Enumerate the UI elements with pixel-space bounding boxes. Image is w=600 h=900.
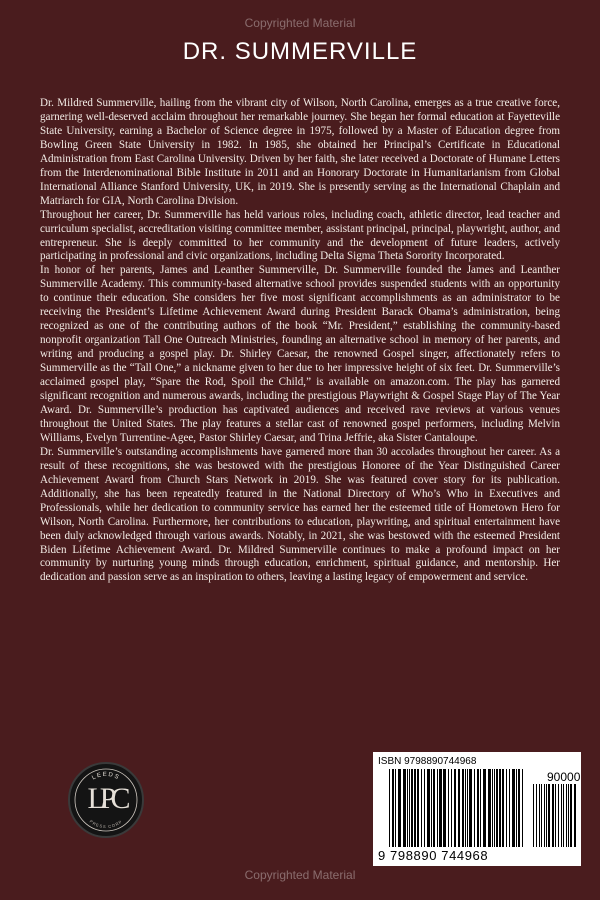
barcode-bar (570, 784, 572, 847)
barcode-bar (398, 769, 401, 847)
barcode-bar (506, 769, 507, 847)
isbn-barcode (373, 752, 581, 866)
barcode-bar (392, 769, 394, 847)
barcode-bar (411, 769, 413, 847)
barcode-bar (499, 769, 501, 847)
barcode-bar (492, 769, 493, 847)
barcode-bar (462, 769, 464, 847)
barcode-bar (454, 769, 456, 847)
barcode-bar (496, 769, 498, 847)
barcode-bar (494, 769, 495, 847)
barcode-bar (480, 769, 481, 847)
barcode-bar (488, 769, 491, 847)
barcode-bar (433, 769, 435, 847)
barcode-bar (395, 769, 396, 847)
barcode-bar (546, 784, 547, 847)
barcode-bar (414, 769, 416, 847)
barcode-bar (555, 784, 556, 847)
barcode-bar (568, 784, 569, 847)
barcode-bar (424, 769, 425, 847)
barcode-bar (467, 769, 468, 847)
barcode-bar (407, 769, 408, 847)
barcode-bar (451, 769, 452, 847)
logo-ring-top-text: LEEDS (91, 771, 121, 782)
barcode-bar (548, 784, 550, 847)
barcode-bar (409, 769, 410, 847)
barcode-bar (483, 769, 486, 847)
barcode-bar (474, 769, 475, 847)
logo-ring-bottom-text: PRESS CORP (88, 818, 124, 830)
barcode-bar (389, 769, 390, 847)
barcode-bar (552, 784, 554, 847)
barcode-bar (439, 769, 442, 847)
page-title: DR. SUMMERVILLE (182, 38, 418, 65)
barcode-bar (448, 769, 449, 847)
barcode-bar (541, 784, 542, 847)
barcode-bar (421, 769, 422, 847)
barcode-bar (427, 769, 430, 847)
barcode-bars (389, 769, 525, 847)
barcode-bar (502, 769, 504, 847)
barcode-bar (437, 769, 438, 847)
barcode-bar (518, 769, 520, 847)
watermark-bottom: Copyrighted Material (244, 868, 356, 882)
logo-monogram: LPC (87, 782, 125, 815)
barcode-bar (574, 784, 576, 847)
watermark-top: Copyrighted Material (244, 16, 356, 30)
barcode-bar (522, 769, 523, 847)
barcode-bar (403, 769, 406, 847)
barcode-bar (417, 769, 419, 847)
barcode-bar (509, 769, 510, 847)
barcode-bar (536, 784, 537, 847)
biography-text (40, 97, 560, 585)
barcode-bar (431, 769, 432, 847)
barcode-bar (539, 784, 540, 847)
barcode-bar (443, 769, 446, 847)
barcode-bar (465, 769, 466, 847)
publisher-logo (68, 762, 144, 838)
isbn-label: ISBN 9798890744968 (378, 756, 477, 767)
paragraph: In honor of her parents, James and Leanther Summerville, Dr. Summerville founded the James and Leanther Summerville Academy. This community-based alternative school provides suspended students with an opportunity to continue their education. She considers her five most significant accomplishments as an administrator to be receiving the President’s Lifetime Achievement Award during President Barack Obama’s administration, being recognized as one of the contributing authors of the book “Mr. President,” establishing the community-based nonprofit organization Tall One Outreach Ministries, founding an alternative school in memory of her parents, and writing and producing a gospel play. Dr. Shirley Caesar, the renowned Gospel singer, affectionately refers to Summerville as the “Tall One,” a nickname given to her due to her impressive height of six feet. Dr. Summerville’s acclaimed gospel play, “Spare the Rod, Spoil the Child,” is available on amazon.com. The play has garnered significant recognition and numerous awards, including the prestigious Playwright & Gospel Stage Play of The Year Award. Dr. Summerville’s production has captivated audiences and received rave reviews at various venues throughout the United States. The play features a stellar cast of renowned gospel performers, including Melvin Williams, Evelyn Turrentine-Agee, Pastor Shirley Caesar, and Trina Jeffrie, aka Sister Cantaloupe. (40, 264, 560, 444)
paragraph: Dr. Mildred Summerville, hailing from the vibrant city of Wilson, North Carolina, emerges as a true creative force, garnering well-deserved acclaim throughout her remarkable journey. She began her formal education at Fayetteville State University, earning a Bachelor of Science degree in 1975, followed by a Master of Education degree from Bowling Green State University in 1982. In 1985, she obtained her Principal’s Certificate in Educational Administration from East Carolina University. Driven by her faith, she later received a Doctorate of Humane Letters from the Interdenominational Bible Institute in 2011 and an Honorary Doctorate in Humanitarianism from Global International Alliance Stanford University, UK, in 2019. She is presently serving as the International Chaplain and Matriarch for GIA, North Carolina Division. (40, 97, 560, 207)
barcode-bar (516, 769, 517, 847)
isbn-digits: 9 798890 744968 (378, 848, 489, 863)
svg-text:LEEDS (91, 772, 121, 782)
barcode-bar (533, 784, 534, 847)
price-code: 90000 (547, 770, 581, 784)
barcode-addon-bars (533, 784, 577, 847)
barcode-bar (512, 769, 515, 847)
barcode-bar (469, 769, 472, 847)
barcode-bar (563, 784, 564, 847)
paragraph: Throughout her career, Dr. Summerville has held various roles, including coach, athletic director, lead teacher and curriculum specialist, accreditation visiting committee member, assistant principal, principal, playwright, author, and entrepreneur. She is deeply committed to her community and the development of future leaders, actively participating in professional and civic organizations, including Delta Sigma Theta Sorority Incorporated. (40, 208, 560, 263)
barcode-bar (544, 784, 545, 847)
paragraph: Dr. Summerville’s outstanding accomplishments have garnered more than 30 accolades throughout her career. As a result of these recognitions, she was bestowed with the prestigious Honoree of the Year Distinguished Career Achievement Award from Church Stars Network in 2019. She was featured cover story for its publication. Additionally, she has been repeatedly featured in the National Directory of Who’s Who in Executives and Professionals, while her dedication to community service has earned her the esteemed title of Hometown Hero for Wilson, North Carolina. Furthermore, her contributions to education, playwriting, and spiritual entertainment have been duly acknowledged through various awards. Notably, in 2021, she was bestowed with the esteemed President Biden Lifetime Achievement Award. Dr. Mildred Summerville continues to make a profound impact on her community by nurturing young minds through education, enrichment, spiritual guidance, and mentorship. Her dedication and passion serve as an inspiration to others, leaving a lasting legacy of empowerment and service. (40, 445, 560, 584)
barcode-bar (561, 784, 562, 847)
svg-text:PRESS CORP (89, 819, 124, 829)
barcode-bar (458, 769, 460, 847)
barcode-bar (558, 784, 559, 847)
barcode-bar (477, 769, 479, 847)
barcode-bar (566, 784, 567, 847)
